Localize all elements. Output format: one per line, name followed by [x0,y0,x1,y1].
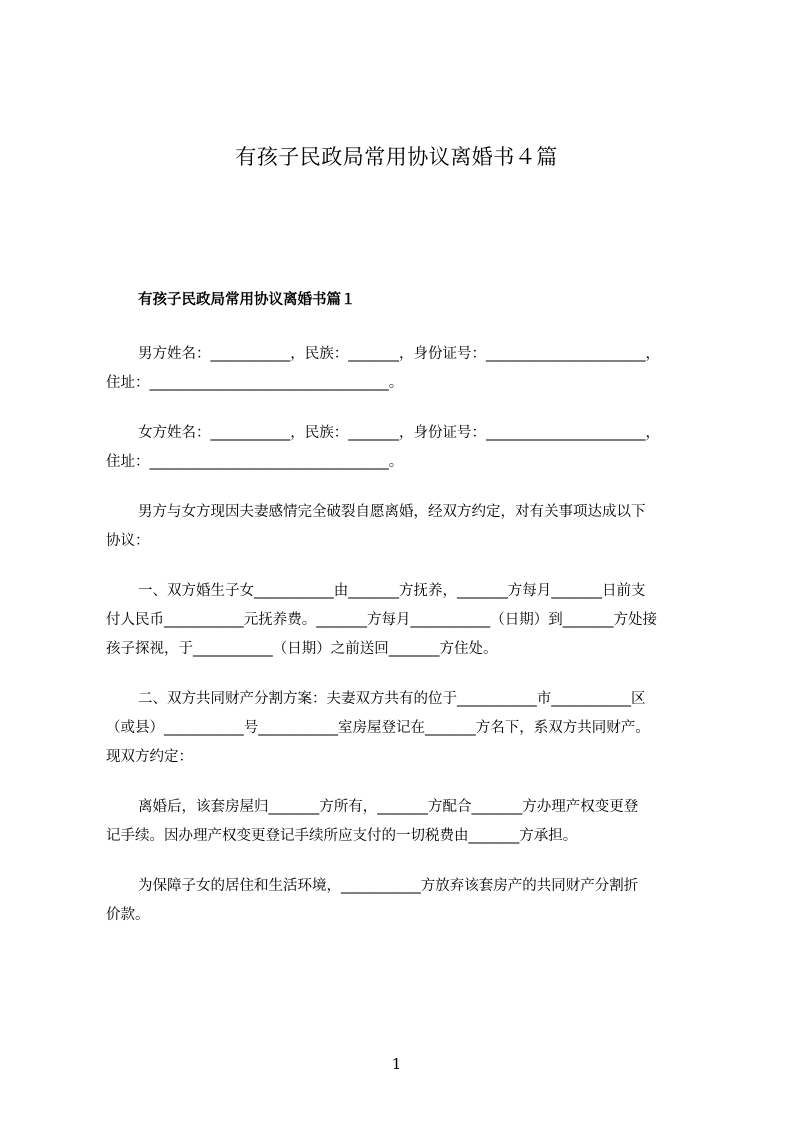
paragraph-line: 女方姓名：___________，民族：_______，身份证号：______________________， [138,425,660,441]
document-title: 有孩子民政局常用协议离婚书４篇 [235,145,558,169]
paragraph-clause-1 [106,577,700,664]
paragraph-line: 离婚后，该套房屋归_______方所有，_______方配合_______方办理产权变更登 [138,799,639,815]
paragraph-clause-2 [106,685,700,772]
page-number: 1 [391,1055,402,1073]
paragraph-line: 孩子探视，于___________（日期）之前送回_______方住处。 [106,641,498,657]
paragraph-line: 现双方约定： [106,749,193,765]
paragraph-line: 住址：_________________________________。 [106,375,404,391]
section-heading: 有孩子民政局常用协议离婚书篇１ [138,292,356,308]
paragraph-line: 男方与女方现因夫妻感情完全破裂自愿离婚，经双方约定，对有关事项达成以下 [138,504,646,520]
paragraph-line: 协议： [106,533,150,549]
paragraph-male-info [106,340,700,398]
paragraph-line: 记手续。因办理产权变更登记手续所应支付的一切税费由_______方承担。 [106,828,578,844]
paragraph-line: 住址：_________________________________。 [106,454,404,470]
paragraph-line: 为保障子女的居住和生活环境，___________方放弃该套房产的共同财产分割折 [138,878,639,894]
paragraph-child-housing [106,872,700,930]
paragraph-intro [106,498,700,556]
paragraph-line: （或县）___________号___________室房屋登记在_______方名下，系双方共同财产。 [106,720,650,736]
paragraph-line: 价款。 [106,907,150,923]
paragraph-line: 男方姓名：___________，民族：_______，身份证号：______________________， [138,346,660,362]
paragraph-female-info [106,419,700,477]
paragraph-line: 一、双方婚生子女___________由_______方抚养，_______方每月_______日前支 [138,583,646,599]
paragraph-line: 付人民币___________元抚养费。_______方每月___________（日期）到_______方处接 [106,612,657,628]
paragraph-line: 二、双方共同财产分割方案：夫妻双方共有的位于___________市___________区 [138,691,646,707]
paragraph-property-ownership [106,793,700,851]
